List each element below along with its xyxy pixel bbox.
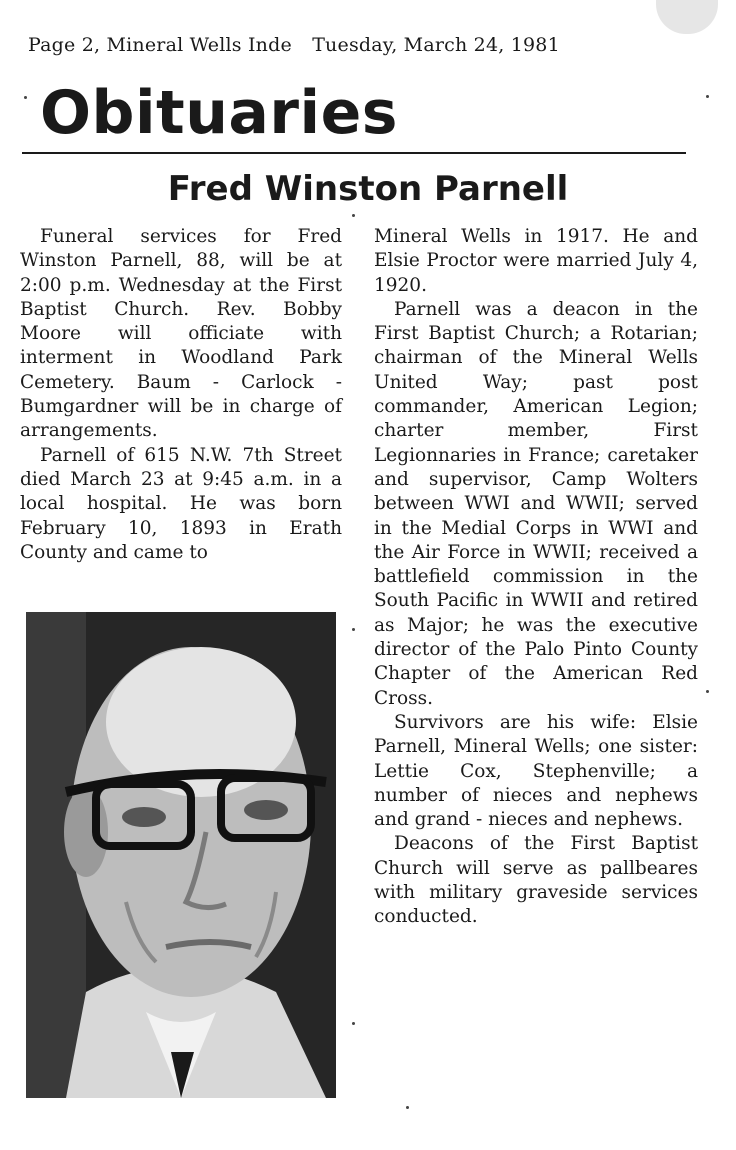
portrait-photo <box>26 612 336 1098</box>
paragraph-survivors: Survivors are his wife: Elsie Parnell, Mineral Wells; one sister: Lettie Cox, Stephenville; a number of nieces and nephews and grand - nieces and nephews. <box>374 711 698 831</box>
right-column <box>374 225 698 930</box>
print-speck <box>706 690 709 693</box>
paragraph-service-record: Parnell was a deacon in the First Baptist Church; a Rotarian; chairman of the Mineral Wells United Way; past post commander, American Legion; charter member, First Legionnaries in France; caretaker and supervisor, Camp Wolters between WWI and WWII; served in the Medial Corps in WWI and the Air Force in WWII; received a battlefield commission in the South Pacific in WWII and retired as Major; he was the executive director of the Palo Pinto County Chapter of the American Red Cross. <box>374 298 698 709</box>
print-speck <box>406 1106 409 1109</box>
paragraph-pallbearers: Deacons of the First Baptist Church will serve as pallbeares with military graveside services conducted. <box>374 833 698 928</box>
paragraph-marriage: Mineral Wells in 1917. He and Elsie Proctor were married July 4, 1920. <box>374 226 698 296</box>
print-speck <box>352 214 355 217</box>
section-title: Obituaries <box>40 78 398 148</box>
paragraph-death: Parnell of 615 N.W. 7th Street died March 23 at 9:45 a.m. in a local hospital. He was born February 10, 1893 in Erath County and came to <box>20 444 342 563</box>
print-speck <box>352 628 355 631</box>
print-speck <box>706 95 709 98</box>
section-rule <box>22 152 686 154</box>
portrait-image <box>26 612 336 1098</box>
folio-text: Page 2, Mineral Wells Inde <box>28 34 292 56</box>
page-folio <box>28 34 668 56</box>
print-speck <box>24 96 27 99</box>
scan-artifact <box>656 0 718 34</box>
paragraph-funeral: Funeral services for Fred Winston Parnell, 88, will be at 2:00 p.m. Wednesday at the First Baptist Church. Rev. Bobby Moore will officiate with interment in Woodland Park Cemetery. Baum - Carlock - Bumgardner will be in charge of arrangements. <box>20 226 342 442</box>
obituary-headline: Fred Winston Parnell <box>167 169 569 209</box>
left-column <box>20 225 342 565</box>
print-speck <box>352 1022 355 1025</box>
publication-date: Tuesday, March 24, 1981 <box>312 34 560 56</box>
